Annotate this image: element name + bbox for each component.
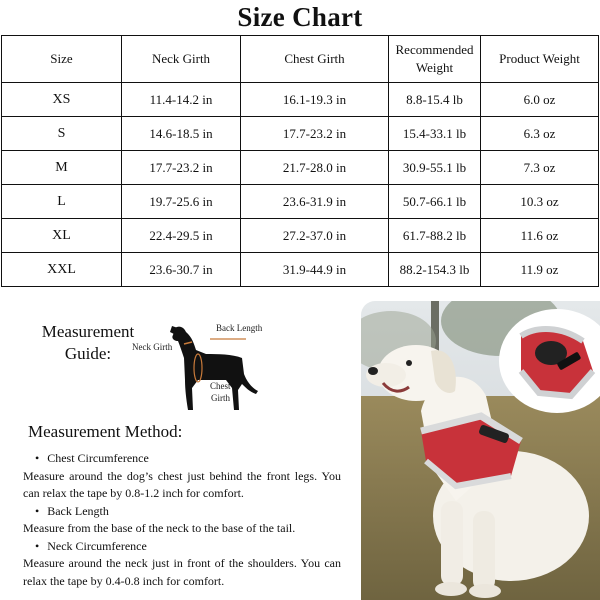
- chest-girth-label-line1: Chest: [210, 381, 231, 391]
- table-row: [2, 185, 599, 219]
- product-photo: [361, 301, 600, 600]
- cell-size: XS: [2, 83, 122, 117]
- cell-neck-girth: 22.4-29.5 in: [122, 219, 241, 253]
- neck-girth-label: Neck Girth: [132, 342, 173, 352]
- method-item-neck: [23, 538, 341, 591]
- cell-product-weight: 10.3 oz: [481, 185, 599, 219]
- cell-neck-girth: 14.6-18.5 in: [122, 117, 241, 151]
- back-length-label: Back Length: [216, 323, 263, 333]
- cell-neck-girth: 17.7-23.2 in: [122, 151, 241, 185]
- method-item-head: • Back Length: [23, 503, 341, 521]
- cell-size: S: [2, 117, 122, 151]
- measurement-guide-label: [38, 321, 138, 365]
- header-product-weight: Product Weight: [481, 36, 599, 83]
- dog-measurement-figure: [128, 318, 278, 423]
- table-header-row: [2, 36, 599, 83]
- cell-chest-girth: 27.2-37.0 in: [241, 219, 389, 253]
- method-item-desc: Measure around the dog’s chest just behind the front legs. You can relax the tape by 0.8-1.2 inch for comfort.: [23, 468, 341, 500]
- cell-size: XXL: [2, 253, 122, 287]
- cell-neck-girth: 11.4-14.2 in: [122, 83, 241, 117]
- header-neck-girth: Neck Girth: [122, 36, 241, 83]
- header-size: Size: [2, 36, 122, 83]
- table-row: [2, 219, 599, 253]
- table-row: [2, 151, 599, 185]
- cell-recommended-weight: 8.8-15.4 lb: [389, 83, 481, 117]
- cell-product-weight: 11.6 oz: [481, 219, 599, 253]
- method-item-desc: Measure around the neck just in front of the shoulders. You can relax the tape by 0.4-0.8 inch for comfort.: [23, 556, 341, 588]
- cell-recommended-weight: 50.7-66.1 lb: [389, 185, 481, 219]
- cell-product-weight: 7.3 oz: [481, 151, 599, 185]
- header-chest-girth: Chest Girth: [241, 36, 389, 83]
- cell-size: XL: [2, 219, 122, 253]
- measurement-method-title: Measurement Method:: [28, 422, 183, 441]
- method-item-desc: Measure from the base of the neck to the base of the tail.: [23, 521, 296, 535]
- cell-size: M: [2, 151, 122, 185]
- cell-neck-girth: 23.6-30.7 in: [122, 253, 241, 287]
- method-item-head: • Neck Circumference: [23, 538, 341, 556]
- cell-recommended-weight: 15.4-33.1 lb: [389, 117, 481, 151]
- table-row: [2, 253, 599, 287]
- cell-product-weight: 6.0 oz: [481, 83, 599, 117]
- header-recommended-weight: Recommended Weight: [389, 36, 481, 83]
- table-row: [2, 83, 599, 117]
- cell-chest-girth: 23.6-31.9 in: [241, 185, 389, 219]
- dog-wearing-harness-photo: [361, 301, 600, 600]
- cell-neck-girth: 19.7-25.6 in: [122, 185, 241, 219]
- table-row: [2, 117, 599, 151]
- method-item-chest: [23, 450, 341, 503]
- cell-chest-girth: 16.1-19.3 in: [241, 83, 389, 117]
- page-title: Size Chart: [237, 2, 363, 32]
- cell-recommended-weight: 88.2-154.3 lb: [389, 253, 481, 287]
- chest-girth-label-line2: Girth: [211, 393, 230, 403]
- cell-chest-girth: 17.7-23.2 in: [241, 117, 389, 151]
- cell-product-weight: 6.3 oz: [481, 117, 599, 151]
- guide-label-line1: Measurement: [41, 322, 135, 341]
- cell-chest-girth: 21.7-28.0 in: [241, 151, 389, 185]
- cell-chest-girth: 31.9-44.9 in: [241, 253, 389, 287]
- cell-recommended-weight: 30.9-55.1 lb: [389, 151, 481, 185]
- cell-size: L: [2, 185, 122, 219]
- method-item-head: • Chest Circumference: [23, 450, 341, 468]
- cell-product-weight: 11.9 oz: [481, 253, 599, 287]
- measurement-method-list: [23, 450, 341, 590]
- guide-label-line2: Guide:: [64, 344, 112, 363]
- method-item-back: [23, 503, 341, 538]
- size-chart-table: [1, 35, 599, 287]
- cell-recommended-weight: 61.7-88.2 lb: [389, 219, 481, 253]
